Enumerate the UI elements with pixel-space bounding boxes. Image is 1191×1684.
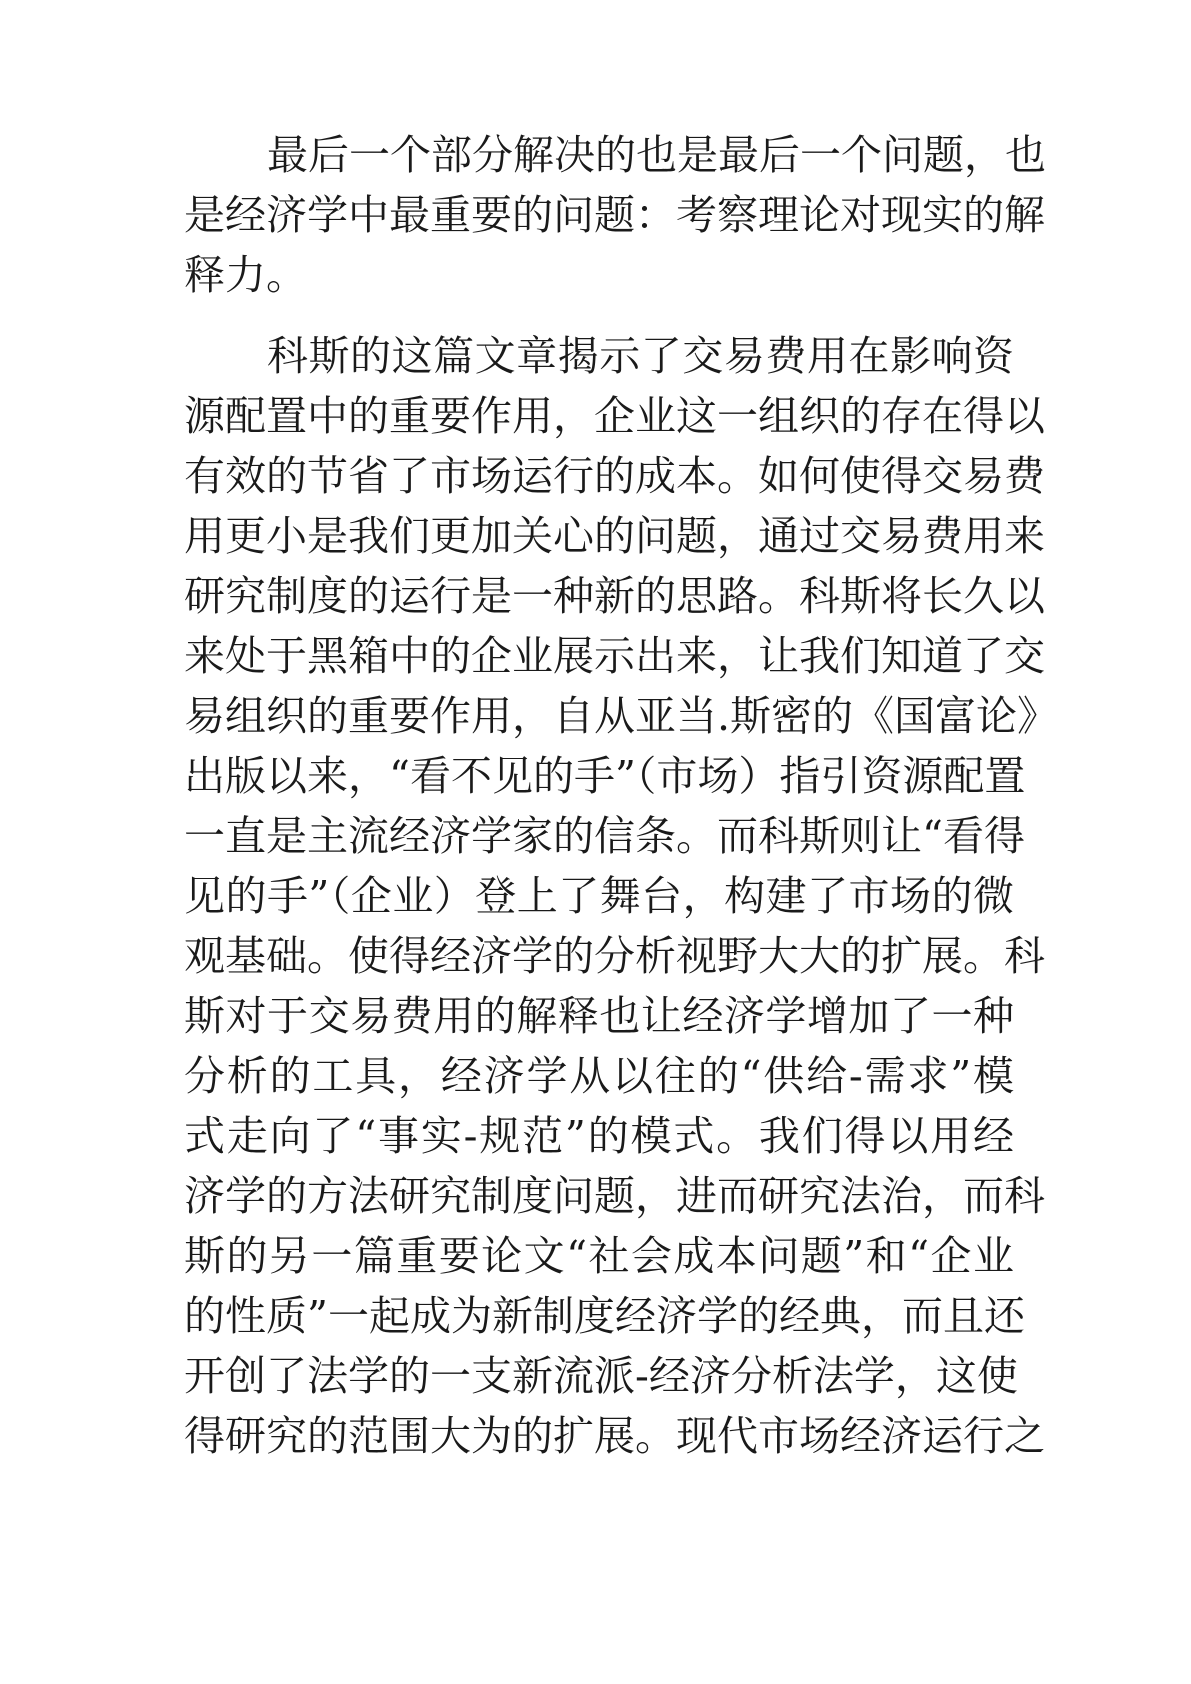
text-line: 斯对于交易费用的解释也让经济学增加了一种 [184, 992, 1014, 1040]
text-line: 来处于黑箱中的企业展示出来，让我们知道了交 [184, 632, 1045, 680]
text-line: 一直是主流经济学家的信条。而科斯则让“看得 [184, 812, 1025, 860]
text-line: 见的手”（企业）登上了舞台，构建了市场的微 [184, 872, 1014, 920]
text-line: 科斯的这篇文章揭示了交易费用在影响资 [267, 332, 1014, 380]
text-line: 式走向了“事实-规范”的模式。我们得以用经 [184, 1112, 1014, 1160]
text-line: 释力。 [184, 251, 307, 299]
text-line: 有效的节省了市场运行的成本。如何使得交易费 [184, 452, 1045, 500]
text-line: 最后一个部分解决的也是最后一个问题，也 [267, 131, 1046, 179]
text-line: 斯的另一篇重要论文“社会成本问题”和“企业 [184, 1232, 1014, 1280]
text-line: 出版以来，“看不见的手”（市场）指引资源配置 [184, 752, 1026, 800]
paragraph-2 [184, 326, 1059, 1466]
text-line: 用更小是我们更加关心的问题，通过交易费用来 [184, 512, 1045, 560]
text-line: 源配置中的重要作用，企业这一组织的存在得以 [184, 392, 1045, 440]
document-page [184, 125, 1059, 1466]
text-line: 分析的工具，经济学从以往的“供给-需求”模 [184, 1052, 1014, 1100]
paragraph-1 [184, 125, 1046, 305]
text-line: 研究制度的运行是一种新的思路。科斯将长久以 [184, 572, 1045, 620]
text-line: 易组织的重要作用，自从亚当.斯密的《国富论》 [184, 692, 1059, 740]
text-line: 是经济学中最重要的问题：考察理论对现实的解 [184, 191, 1045, 239]
text-line: 济学的方法研究制度问题，进而研究法治，而科 [184, 1172, 1045, 1220]
paragraph-spacer [184, 305, 1014, 326]
text-line: 的性质”一起成为新制度经济学的经典，而且还 [184, 1292, 1025, 1340]
text-line: 得研究的范围大为的扩展。现代市场经济运行之 [184, 1412, 1045, 1460]
text-line: 开创了法学的一支新流派-经济分析法学，这使 [184, 1352, 1018, 1400]
text-line: 观基础。使得经济学的分析视野大大的扩展。科 [184, 932, 1045, 980]
